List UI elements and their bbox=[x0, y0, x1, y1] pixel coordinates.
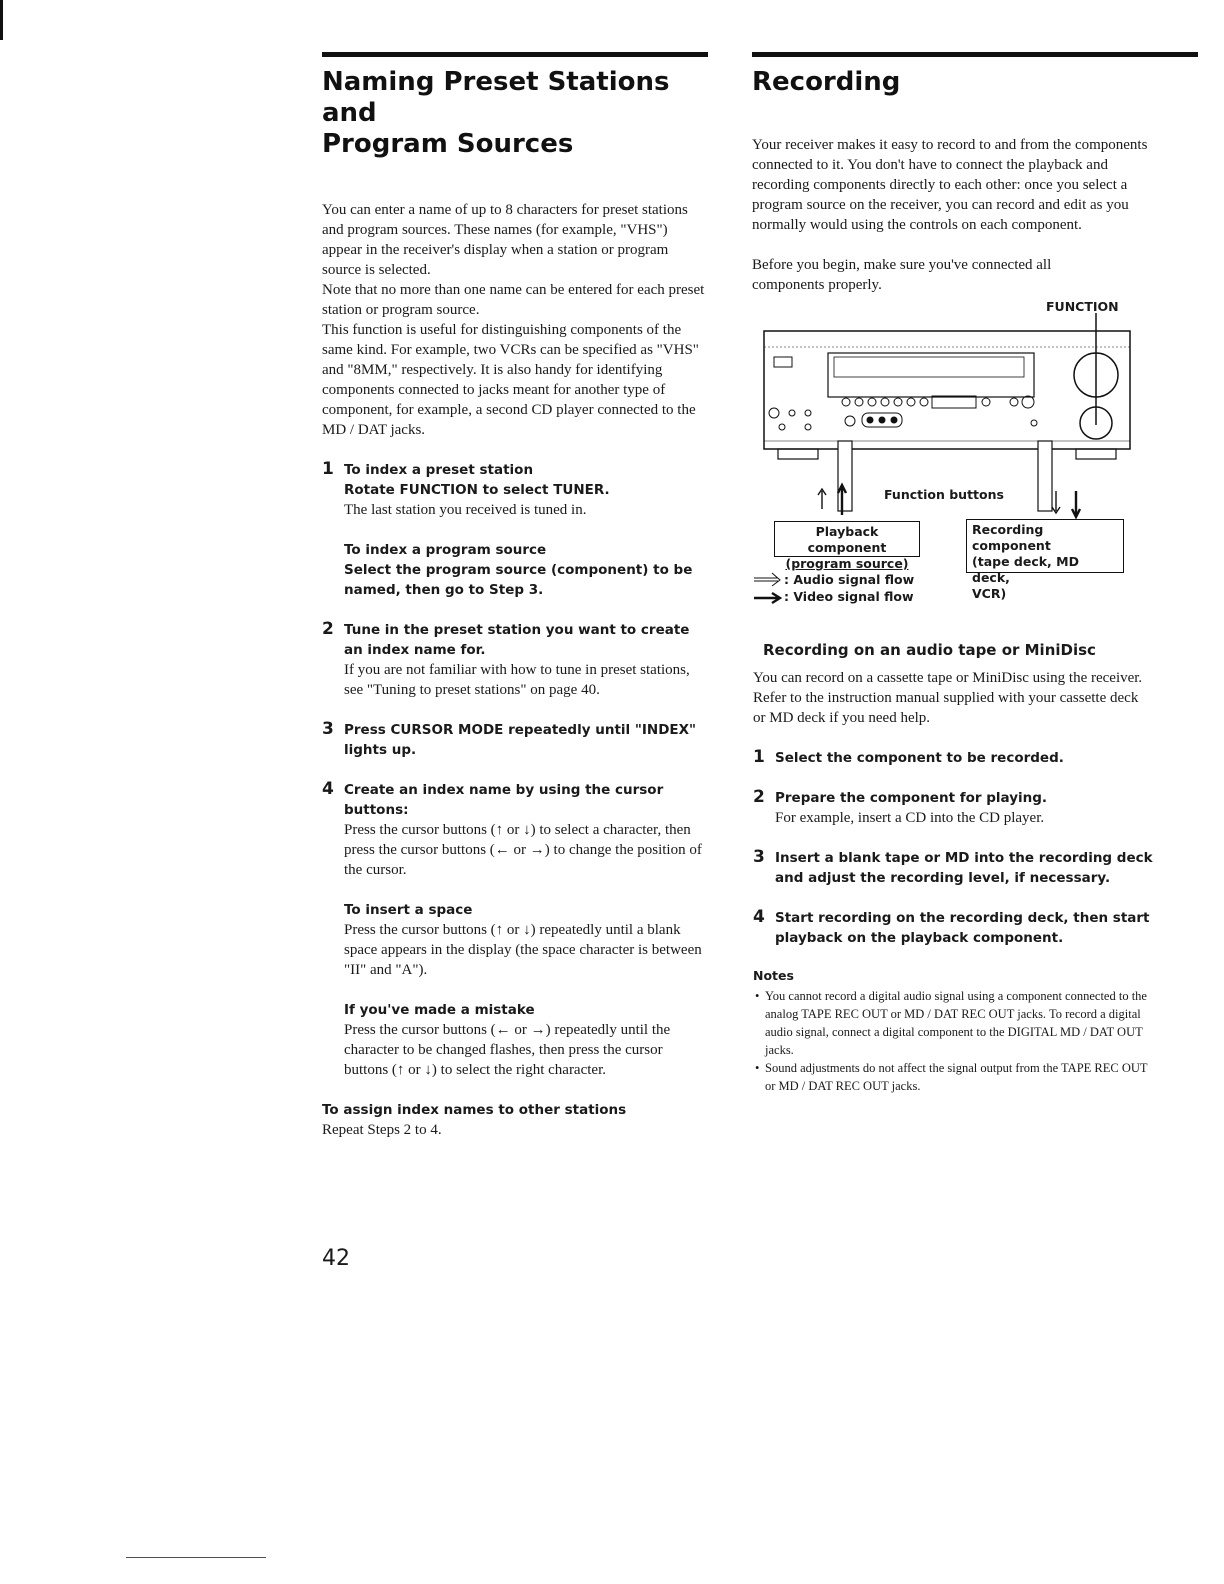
right-step-4 bbox=[753, 908, 1153, 948]
intro-paragraph-2: Note that no more than one name can be entered for each preset station or program source. bbox=[322, 282, 705, 318]
step-number: 1 bbox=[753, 747, 765, 767]
recording-intro: Your receiver makes it easy to record to and from the components connected to it. You don't have to connect the playback and recording components directly to each other: once you select a program source on the receiver, you can record and edit as you normally would using the controls on each component. bbox=[752, 137, 1148, 233]
step-alt-subheading: Select the program source (component) to be named, then go to Step 3. bbox=[344, 562, 693, 598]
right-step-1 bbox=[753, 748, 1153, 768]
step-heading: Prepare the component for playing. bbox=[775, 790, 1048, 806]
left-step-3 bbox=[322, 720, 708, 760]
intro-paragraph-3: This function is useful for distinguishing components of the same kind. For example, two VCRs can be specified as "VHS" and "8MM," respectively. It is also handy for identifying components connected to jacks meant for another type of component, for example, a second CD player connected to the MD / DAT jacks. bbox=[322, 322, 699, 438]
page-number: 42 bbox=[322, 1246, 350, 1271]
display-window bbox=[828, 353, 1034, 397]
assign-body: Repeat Steps 2 to 4. bbox=[322, 1122, 442, 1138]
left-intro bbox=[322, 200, 708, 440]
notes-title: Notes bbox=[753, 968, 794, 983]
button-row bbox=[842, 396, 1034, 408]
footer-rule bbox=[126, 1557, 266, 1558]
video-flow-arrow-right bbox=[1072, 491, 1080, 517]
binding-edge-mark bbox=[0, 0, 3, 40]
left-column bbox=[322, 52, 708, 1140]
assign-section bbox=[322, 1100, 708, 1140]
insert-space-body: Press the cursor buttons (↑ or ↓) repeatedly until a blank space appears in the display (the space character is between "II" and "A"). bbox=[344, 922, 702, 978]
step-body: For example, insert a CD into the CD player. bbox=[775, 810, 1045, 826]
step-number: 2 bbox=[322, 619, 334, 639]
audio-flow-arrow-right bbox=[1052, 491, 1060, 513]
function-buttons-label: Function buttons bbox=[884, 487, 1004, 502]
notes-section bbox=[753, 968, 1153, 1095]
video-signal-flow-legend: : Video signal flow bbox=[784, 589, 914, 604]
step-number: 4 bbox=[322, 779, 334, 799]
step-heading: To index a preset station bbox=[344, 462, 534, 478]
note-item: • Sound adjustments do not affect the signal output from the TAPE REC OUT or MD / DAT REC OUT jacks. bbox=[753, 1059, 1153, 1095]
recording-subsection-title: Recording on an audio tape or MiniDisc bbox=[763, 641, 1096, 659]
left-step-2 bbox=[322, 620, 708, 700]
playback-component-box: Playback component (program source) bbox=[774, 521, 920, 557]
connection-diagram bbox=[752, 295, 1152, 615]
step-number: 2 bbox=[753, 787, 765, 807]
audio-flow-arrow-left bbox=[818, 489, 826, 509]
lower-controls bbox=[769, 408, 1037, 430]
step-heading: Tune in the preset station you want to create an index name for. bbox=[344, 622, 690, 658]
recording-subsection-body: You can record on a cassette tape or MiniDisc using the receiver. Refer to the instruction manual supplied with your cassette deck or MD deck if you need help. bbox=[753, 670, 1143, 726]
right-page-title: Recording bbox=[752, 67, 901, 97]
right-step-3 bbox=[753, 848, 1153, 888]
step-body: The last station you received is tuned in. bbox=[344, 502, 587, 518]
mistake-heading: If you've made a mistake bbox=[344, 1002, 535, 1018]
audio-signal-flow-legend: : Audio signal flow bbox=[784, 572, 915, 587]
right-column bbox=[752, 52, 1152, 295]
step-number: 1 bbox=[322, 459, 334, 479]
step-heading: Select the component to be recorded. bbox=[775, 750, 1064, 766]
step-number: 4 bbox=[753, 907, 765, 927]
assign-heading: To assign index names to other stations bbox=[322, 1102, 627, 1118]
function-knob-label: FUNCTION bbox=[1046, 299, 1119, 314]
left-step-1 bbox=[322, 460, 708, 600]
receiver-body bbox=[764, 331, 1130, 449]
insert-space-heading: To insert a space bbox=[344, 902, 473, 918]
step-heading: Insert a blank tape or MD into the recording deck and adjust the recording level, if necessary. bbox=[775, 850, 1153, 886]
before-you-begin: Before you begin, make sure you've connected all components properly. bbox=[752, 257, 1052, 293]
audio-flow-legend-icon bbox=[754, 573, 780, 586]
step-body: Press the cursor buttons (↑ or ↓) to select a character, then press the cursor buttons (← or →) to change the position of the cursor. bbox=[344, 822, 702, 878]
recording-component-box: Recording component (tape deck, MD deck, VCR) bbox=[966, 519, 1124, 573]
note-item: • You cannot record a digital audio signal using a component connected to the analog TAPE REC OUT or MD / DAT REC OUT jacks. To record a digital audio signal, connect a digital component to the DIGITAL MD / DAT OUT jacks. bbox=[753, 987, 1153, 1059]
mistake-body: Press the cursor buttons (← or →) repeatedly until the character to be changed flashes, then press the cursor buttons (↑ or ↓) to select the right character. bbox=[344, 1022, 671, 1078]
step-number: 3 bbox=[322, 719, 334, 739]
step-heading: Start recording on the recording deck, then start playback on the playback component. bbox=[775, 910, 1150, 946]
right-header-rule bbox=[752, 52, 1198, 57]
video-flow-legend-icon bbox=[754, 593, 780, 603]
right-column-lower bbox=[753, 640, 1153, 1095]
step-heading: Create an index name by using the cursor buttons: bbox=[344, 782, 664, 818]
left-step-4 bbox=[322, 780, 708, 1080]
right-step-2 bbox=[753, 788, 1153, 828]
step-alt-heading: To index a program source bbox=[344, 542, 547, 558]
left-page-title: Naming Preset Stations and Program Sources bbox=[322, 67, 670, 159]
step-body: If you are not familiar with how to tune in preset stations, see "Tuning to preset stations" on page 40. bbox=[344, 662, 690, 698]
intro-paragraph-1: You can enter a name of up to 8 characters for preset stations and program sources. These names (for example, "VHS") appear in the receiver's display when a station or program source is selected. bbox=[322, 202, 688, 278]
left-header-rule bbox=[322, 52, 708, 57]
notes-list bbox=[753, 987, 1153, 1095]
step-heading: Press CURSOR MODE repeatedly until "INDEX" lights up. bbox=[344, 722, 697, 758]
step-subheading: Rotate FUNCTION to select TUNER. bbox=[344, 482, 610, 498]
step-number: 3 bbox=[753, 847, 765, 867]
